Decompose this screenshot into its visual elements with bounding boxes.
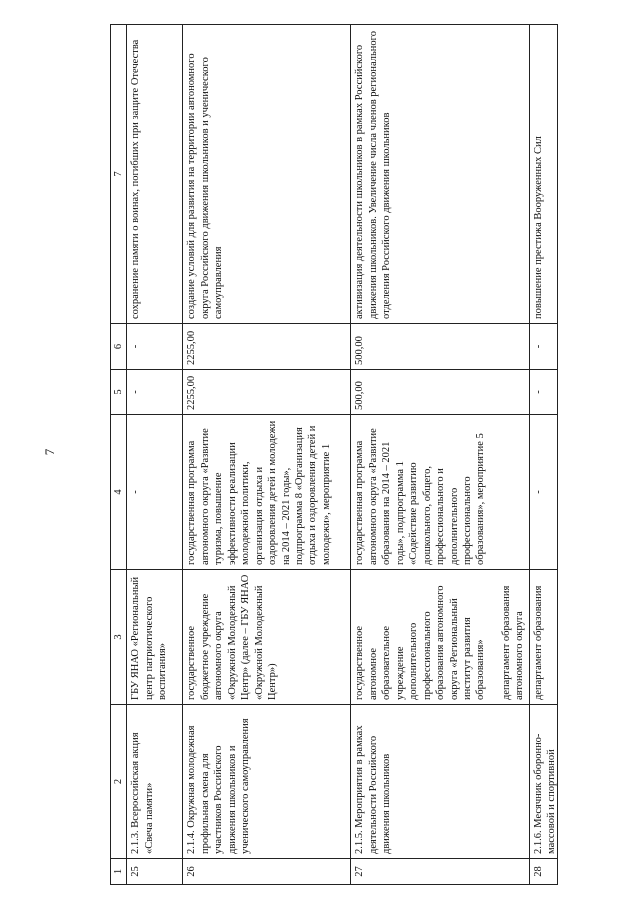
funding-col5: 500,00 — [351, 370, 529, 415]
program-source: государственная программа автономного округа «Развитие образования на 2014 – 2021 годы», подпрограмма 1 «Содействие развитию дошкольного, общего, профессионального и дополнительного профессионального образования», мероприятие 5 — [351, 415, 529, 570]
row-number: 28 — [529, 859, 557, 885]
header-cell-5: 5 — [111, 370, 127, 415]
table-row — [183, 25, 351, 885]
executor: ГБУ ЯНАО «Региональный центр патриотического воспитания» — [127, 570, 183, 705]
funding-col6: - — [529, 324, 557, 370]
header-cell-6: 6 — [111, 324, 127, 370]
page-number: 7 — [42, 448, 57, 456]
funding-col6: - — [127, 324, 183, 370]
event-name-cell — [529, 705, 557, 859]
funding-col6: 2255,00 — [183, 324, 351, 370]
header-row — [111, 25, 127, 885]
program-source: государственная программа автономного округа «Развитие туризма, повышение эффективности реализации молодежной политики, организация отдыха и оздоровления детей и молодежи на 2014 – 2021 годы», подпрограмма 8 «Организация отдыха и оздоровления детей и молодежи», мероприятие 1 — [183, 415, 351, 570]
event-name: 2.1.6. Месячник оборонно-массовой и спортивной — [532, 733, 558, 854]
header-cell-2: 2 — [111, 705, 127, 859]
funding-col5: 2255,00 — [183, 370, 351, 415]
funding-col5: - — [127, 370, 183, 415]
expected-result: создание условий для развития на территории автономного округа Российского движения школьников и ученического самоуправления — [183, 25, 351, 324]
table-row — [127, 25, 183, 885]
header-cell-3: 3 — [111, 570, 127, 705]
executor-secondary: департамент образования автономного округа — [500, 585, 526, 700]
event-name: 2.1.3. Всероссийская акция «Свеча памяти» — [127, 705, 183, 859]
rotated-table-wrapper — [110, 24, 558, 885]
executor: департамент образования — [532, 585, 544, 700]
header-cell-7: 7 — [111, 25, 127, 324]
row-number: 27 — [351, 859, 529, 885]
expected-result: повышение престижа Вооруженных Сил — [532, 136, 544, 319]
funding-col5: - — [529, 370, 557, 415]
expected-result: активизация деятельности школьников в рамках Российского движения школьников. Увеличение числа членов регионального отделения Российского движения школьников — [351, 25, 529, 324]
header-cell-4: 4 — [111, 415, 127, 570]
executor-cell — [529, 570, 557, 705]
table-row — [351, 25, 529, 885]
expected-result: сохранение памяти о воинах, погибших при защите Отечества — [127, 25, 183, 324]
program-source: - — [127, 415, 183, 570]
event-name: 2.1.4. Окружная молодежная профильная смена для участников Российского движения школьников и ученического самоуправления — [183, 705, 351, 859]
row-number: 26 — [183, 859, 351, 885]
executor-cell — [351, 570, 529, 705]
table-row — [529, 25, 557, 885]
funding-col6: 500,00 — [351, 324, 529, 370]
header-cell-1: 1 — [111, 859, 127, 885]
expected-result-cell — [529, 25, 557, 324]
program-source: - — [529, 415, 557, 570]
executor: государственное автономное образовательное учреждение дополнительного профессионального образования автономного округа «Региональный институт развития образования» — [354, 585, 487, 700]
row-number: 25 — [127, 859, 183, 885]
activities-table — [110, 24, 558, 885]
executor: государственное бюджетное учреждение автономного округа «Окружной Молодежный Центр» (далее – ГБУ ЯНАО «Окружной Молодежный Центр») — [183, 570, 351, 705]
event-name: 2.1.5. Мероприятия в рамках деятельности Российского движения школьников — [351, 705, 529, 859]
